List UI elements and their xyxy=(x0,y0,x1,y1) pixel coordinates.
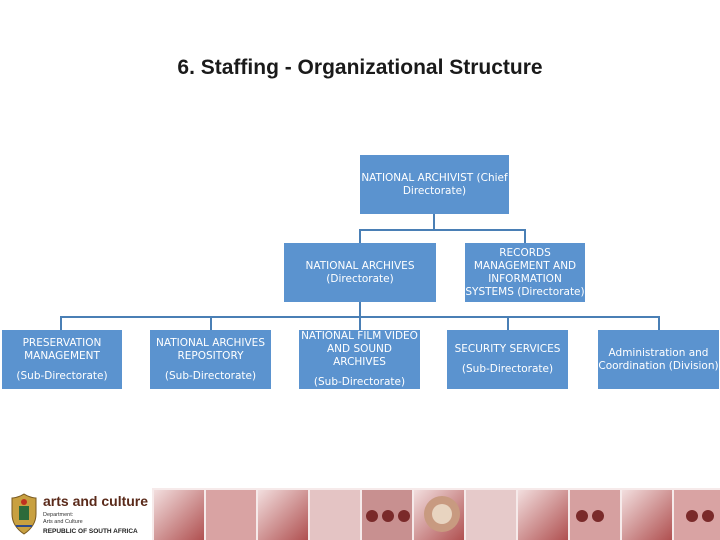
connector-unit-1 xyxy=(60,316,62,330)
org-box-preservation-management xyxy=(2,330,122,389)
department-logo xyxy=(0,488,150,540)
org-box-film-video-sound-archives xyxy=(299,330,420,389)
org-box-label: SECURITY SERVICES xyxy=(454,343,561,355)
org-box-label: NATIONAL ARCHIVES REPOSITORY xyxy=(156,336,265,362)
coat-of-arms-icon xyxy=(8,492,40,536)
org-box-label: PRESERVATION MANAGEMENT xyxy=(22,336,102,362)
org-box-records-management xyxy=(465,243,585,302)
footer-banner xyxy=(0,488,720,540)
org-box-administration-coordination xyxy=(598,330,719,389)
connector-unit-2 xyxy=(210,316,212,330)
org-box-security-services xyxy=(447,330,568,389)
org-box-level: (Sub-Directorate) xyxy=(164,369,257,382)
org-box-level: (Sub-Directorate) xyxy=(461,363,554,375)
org-box-label: Administration and Coordination (Division) xyxy=(598,346,719,372)
connector-unit-5 xyxy=(658,316,660,330)
org-box-national-archives-repository xyxy=(150,330,271,389)
org-box-national-archivist xyxy=(360,155,509,214)
org-box-label: RECORDS MANAGEMENT AND INFORMATION SYSTEMS (Directorate) xyxy=(465,246,585,298)
org-box-label: NATIONAL ARCHIVIST (Chief Directorate) xyxy=(361,171,508,197)
connector-national-archives-up xyxy=(359,229,361,243)
org-box-label: NATIONAL FILM VIDEO AND SOUND ARCHIVES xyxy=(301,330,418,368)
connector-directorates-bar xyxy=(359,229,526,231)
org-box-label: NATIONAL ARCHIVES (Directorate) xyxy=(305,259,415,285)
connector-chief-down xyxy=(433,214,435,230)
department-line-2: Arts and Culture xyxy=(43,519,83,525)
org-box-level: (Sub-Directorate) xyxy=(313,376,406,388)
department-line-1: Department: xyxy=(43,512,74,518)
org-box-national-archives xyxy=(284,243,436,302)
connector-unit-3 xyxy=(359,316,361,330)
connector-records-up xyxy=(524,229,526,243)
connector-trunk xyxy=(359,302,361,316)
org-box-level: (Sub-Directorate) xyxy=(16,369,108,382)
slide-title: 6. Staffing - Organizational Structure xyxy=(177,56,543,79)
department-label xyxy=(43,512,83,526)
country-label: REPUBLIC OF SOUTH AFRICA xyxy=(43,528,138,535)
footer-photo-strip xyxy=(152,488,720,540)
brand-name: arts and culture xyxy=(43,493,149,509)
connector-unit-4 xyxy=(507,316,509,330)
